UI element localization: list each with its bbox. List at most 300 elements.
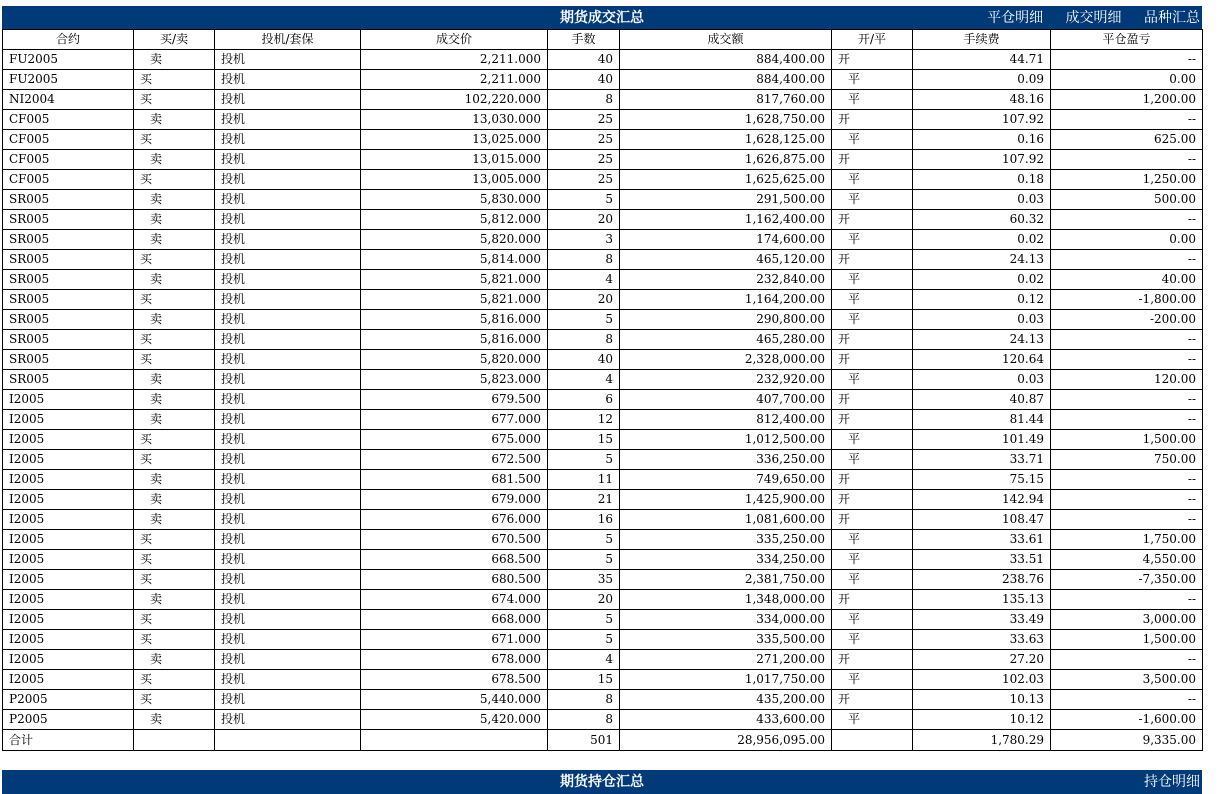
cell-open-close: 平 [832,170,913,190]
cell-spec-hedge: 投机 [215,250,361,270]
cell-open-close: 开 [832,650,913,670]
position-summary-bar [2,770,1202,794]
table-row [3,110,1203,130]
table-row [3,650,1203,670]
cell-contract: SR005 [3,350,134,370]
cell-fee: 0.18 [913,170,1051,190]
cell-spec-hedge: 投机 [215,670,361,690]
cell-contract: SR005 [3,270,134,290]
cell-lots: 5 [548,610,620,630]
table-row [3,50,1203,70]
cell-fee: 0.09 [913,70,1051,90]
cell-fee: 0.02 [913,230,1051,250]
cell-lots: 15 [548,670,620,690]
cell-side: 卖 [134,230,215,250]
cell-contract: I2005 [3,430,134,450]
header-spec-hedge: 投机/套保 [215,30,361,50]
total-cell-fee: 1,780.29 [913,730,1051,751]
cell-fee: 108.47 [913,510,1051,530]
cell-price: 5,830.000 [361,190,548,210]
cell-spec-hedge: 投机 [215,510,361,530]
cell-side: 卖 [134,370,215,390]
cell-close-pnl: -- [1051,490,1203,510]
cell-fee: 60.32 [913,210,1051,230]
cell-amount: 1,425,900.00 [620,490,832,510]
cell-side: 卖 [134,210,215,230]
cell-contract: CF005 [3,150,134,170]
total-cell-side [134,730,215,751]
table-row [3,390,1203,410]
cell-spec-hedge: 投机 [215,70,361,90]
cell-close-pnl: 1,500.00 [1051,630,1203,650]
cell-close-pnl: 750.00 [1051,450,1203,470]
total-row [3,730,1203,751]
cell-contract: SR005 [3,370,134,390]
cell-lots: 8 [548,330,620,350]
cell-amount: 1,628,750.00 [620,110,832,130]
cell-spec-hedge: 投机 [215,430,361,450]
cell-contract: CF005 [3,130,134,150]
cell-contract: SR005 [3,330,134,350]
cell-spec-hedge: 投机 [215,490,361,510]
cell-lots: 4 [548,650,620,670]
cell-amount: 290,800.00 [620,310,832,330]
cell-side: 卖 [134,50,215,70]
cell-contract: SR005 [3,190,134,210]
cell-fee: 48.16 [913,90,1051,110]
cell-open-close: 开 [832,390,913,410]
cell-close-pnl: -- [1051,470,1203,490]
cell-spec-hedge: 投机 [215,690,361,710]
cell-side: 卖 [134,650,215,670]
cell-fee: 24.13 [913,330,1051,350]
cell-price: 670.500 [361,530,548,550]
cell-spec-hedge: 投机 [215,270,361,290]
cell-amount: 407,700.00 [620,390,832,410]
cell-spec-hedge: 投机 [215,530,361,550]
cell-close-pnl: -- [1051,250,1203,270]
cell-open-close: 平 [832,570,913,590]
cell-side: 买 [134,130,215,150]
table-row [3,350,1203,370]
cell-close-pnl: 3,500.00 [1051,670,1203,690]
table-row [3,570,1203,590]
cell-amount: 1,162,400.00 [620,210,832,230]
cell-open-close: 平 [832,630,913,650]
cell-close-pnl: 1,250.00 [1051,170,1203,190]
cell-contract: I2005 [3,490,134,510]
cell-close-pnl: -- [1051,650,1203,670]
cell-open-close: 平 [832,290,913,310]
table-row [3,190,1203,210]
cell-lots: 16 [548,510,620,530]
table-row [3,270,1203,290]
table-row [3,710,1203,730]
cell-spec-hedge: 投机 [215,390,361,410]
cell-open-close: 平 [832,130,913,150]
cell-spec-hedge: 投机 [215,350,361,370]
close-detail-link[interactable]: 平仓明细 [987,10,1044,26]
cell-close-pnl: -- [1051,390,1203,410]
cell-price: 671.000 [361,630,548,650]
cell-fee: 75.15 [913,470,1051,490]
cell-amount: 1,626,875.00 [620,150,832,170]
total-cell-open-close [832,730,913,751]
total-cell-close-pnl: 9,335.00 [1051,730,1203,751]
cell-open-close: 开 [832,350,913,370]
cell-close-pnl: 120.00 [1051,370,1203,390]
cell-lots: 5 [548,530,620,550]
cell-price: 5,812.000 [361,210,548,230]
cell-fee: 0.02 [913,270,1051,290]
cell-contract: P2005 [3,690,134,710]
cell-amount: 232,920.00 [620,370,832,390]
cell-lots: 8 [548,250,620,270]
cell-amount: 1,017,750.00 [620,670,832,690]
table-row [3,610,1203,630]
cell-price: 678.000 [361,650,548,670]
table-row [3,550,1203,570]
cell-close-pnl: -1,800.00 [1051,290,1203,310]
cell-fee: 33.63 [913,630,1051,650]
header-contract: 合约 [3,30,134,50]
position-summary-links [1126,770,1200,794]
cell-side: 卖 [134,590,215,610]
cell-price: 677.000 [361,410,548,430]
table-row [3,530,1203,550]
table-row [3,510,1203,530]
header-close-pnl: 平仓盈亏 [1051,30,1203,50]
cell-fee: 0.12 [913,290,1051,310]
cell-spec-hedge: 投机 [215,290,361,310]
cell-lots: 20 [548,210,620,230]
cell-close-pnl: 4,550.00 [1051,550,1203,570]
cell-open-close: 开 [832,50,913,70]
product-summary-link[interactable]: 品种汇总 [1144,10,1200,26]
cell-amount: 334,250.00 [620,550,832,570]
cell-open-close: 开 [832,210,913,230]
table-row [3,430,1203,450]
cell-close-pnl: -- [1051,690,1203,710]
cell-side: 买 [134,550,215,570]
cell-side: 买 [134,430,215,450]
cell-contract: I2005 [3,670,134,690]
cell-spec-hedge: 投机 [215,330,361,350]
cell-amount: 174,600.00 [620,230,832,250]
cell-fee: 33.71 [913,450,1051,470]
cell-amount: 465,120.00 [620,250,832,270]
cell-fee: 40.87 [913,390,1051,410]
cell-fee: 107.92 [913,150,1051,170]
cell-price: 5,440.000 [361,690,548,710]
cell-side: 买 [134,70,215,90]
cell-side: 卖 [134,310,215,330]
cell-contract: I2005 [3,470,134,490]
cell-lots: 40 [548,350,620,370]
cell-price: 678.500 [361,670,548,690]
cell-fee: 10.13 [913,690,1051,710]
cell-side: 买 [134,330,215,350]
cell-close-pnl: 40.00 [1051,270,1203,290]
table-row [3,230,1203,250]
cell-side: 卖 [134,190,215,210]
cell-open-close: 平 [832,90,913,110]
cell-price: 13,005.000 [361,170,548,190]
cell-contract: NI2004 [3,90,134,110]
cell-side: 卖 [134,410,215,430]
cell-amount: 435,200.00 [620,690,832,710]
cell-contract: SR005 [3,230,134,250]
table-row [3,410,1203,430]
cell-fee: 135.13 [913,590,1051,610]
table-row [3,370,1203,390]
cell-close-pnl: -1,600.00 [1051,710,1203,730]
cell-amount: 1,348,000.00 [620,590,832,610]
cell-open-close: 平 [832,370,913,390]
cell-amount: 465,280.00 [620,330,832,350]
table-row [3,490,1203,510]
cell-fee: 27.20 [913,650,1051,670]
cell-amount: 749,650.00 [620,470,832,490]
cell-lots: 40 [548,50,620,70]
cell-lots: 5 [548,190,620,210]
cell-amount: 271,200.00 [620,650,832,670]
cell-contract: SR005 [3,290,134,310]
cell-open-close: 开 [832,490,913,510]
cell-amount: 884,400.00 [620,50,832,70]
cell-lots: 11 [548,470,620,490]
cell-price: 2,211.000 [361,50,548,70]
cell-contract: CF005 [3,110,134,130]
cell-amount: 1,628,125.00 [620,130,832,150]
table-header-row [3,30,1203,50]
cell-contract: I2005 [3,390,134,410]
cell-lots: 20 [548,290,620,310]
cell-open-close: 平 [832,270,913,290]
cell-price: 13,030.000 [361,110,548,130]
cell-side: 买 [134,450,215,470]
total-cell-amount: 28,956,095.00 [620,730,832,751]
table-row [3,630,1203,650]
cell-spec-hedge: 投机 [215,570,361,590]
header-lots: 手数 [548,30,620,50]
cell-amount: 336,250.00 [620,450,832,470]
table-row [3,210,1203,230]
cell-contract: SR005 [3,210,134,230]
cell-price: 2,211.000 [361,70,548,90]
cell-spec-hedge: 投机 [215,590,361,610]
cell-contract: I2005 [3,570,134,590]
cell-lots: 4 [548,370,620,390]
total-cell-lots: 501 [548,730,620,751]
cell-fee: 33.49 [913,610,1051,630]
cell-price: 668.500 [361,550,548,570]
trade-summary-table [2,29,1203,751]
cell-side: 买 [134,670,215,690]
cell-amount: 1,012,500.00 [620,430,832,450]
cell-price: 13,015.000 [361,150,548,170]
cell-spec-hedge: 投机 [215,90,361,110]
table-row [3,470,1203,490]
cell-open-close: 平 [832,450,913,470]
cell-spec-hedge: 投机 [215,210,361,230]
cell-price: 679.000 [361,490,548,510]
cell-spec-hedge: 投机 [215,410,361,430]
cell-spec-hedge: 投机 [215,610,361,630]
header-price: 成交价 [361,30,548,50]
cell-close-pnl: 625.00 [1051,130,1203,150]
cell-open-close: 开 [832,250,913,270]
trade-summary-bar [2,6,1202,30]
cell-lots: 6 [548,390,620,410]
cell-fee: 24.13 [913,250,1051,270]
cell-amount: 884,400.00 [620,70,832,90]
cell-open-close: 开 [832,590,913,610]
cell-contract: I2005 [3,450,134,470]
header-open-close: 开/平 [832,30,913,50]
cell-open-close: 开 [832,150,913,170]
cell-spec-hedge: 投机 [215,710,361,730]
cell-fee: 81.44 [913,410,1051,430]
trade-summary-links [969,6,1200,30]
cell-amount: 2,328,000.00 [620,350,832,370]
cell-side: 买 [134,90,215,110]
cell-spec-hedge: 投机 [215,130,361,150]
cell-spec-hedge: 投机 [215,450,361,470]
cell-side: 买 [134,570,215,590]
cell-contract: I2005 [3,630,134,650]
cell-contract: SR005 [3,250,134,270]
cell-open-close: 平 [832,70,913,90]
cell-price: 5,814.000 [361,250,548,270]
cell-close-pnl: -- [1051,150,1203,170]
cell-contract: I2005 [3,590,134,610]
cell-fee: 33.61 [913,530,1051,550]
total-cell-contract: 合计 [3,730,134,751]
cell-open-close: 平 [832,230,913,250]
cell-open-close: 平 [832,190,913,210]
cell-side: 买 [134,170,215,190]
cell-spec-hedge: 投机 [215,370,361,390]
cell-spec-hedge: 投机 [215,110,361,130]
cell-lots: 8 [548,90,620,110]
trade-summary-title: 期货成交汇总 [560,10,644,26]
position-detail-link[interactable]: 持仓明细 [1144,774,1200,790]
cell-open-close: 平 [832,550,913,570]
cell-open-close: 平 [832,310,913,330]
cell-open-close: 开 [832,470,913,490]
cell-price: 679.500 [361,390,548,410]
cell-fee: 0.03 [913,310,1051,330]
cell-amount: 291,500.00 [620,190,832,210]
cell-fee: 33.51 [913,550,1051,570]
cell-close-pnl: 500.00 [1051,190,1203,210]
cell-fee: 107.92 [913,110,1051,130]
table-row [3,250,1203,270]
cell-contract: I2005 [3,650,134,670]
cell-fee: 44.71 [913,50,1051,70]
table-row [3,290,1203,310]
cell-close-pnl: -- [1051,350,1203,370]
cell-lots: 3 [548,230,620,250]
header-side: 买/卖 [134,30,215,50]
cell-lots: 20 [548,590,620,610]
cell-contract: CF005 [3,170,134,190]
cell-close-pnl: -- [1051,590,1203,610]
cell-open-close: 开 [832,330,913,350]
cell-open-close: 平 [832,710,913,730]
cell-amount: 335,500.00 [620,630,832,650]
cell-side: 买 [134,610,215,630]
cell-price: 5,821.000 [361,290,548,310]
cell-contract: SR005 [3,310,134,330]
cell-amount: 1,625,625.00 [620,170,832,190]
cell-spec-hedge: 投机 [215,630,361,650]
cell-spec-hedge: 投机 [215,650,361,670]
cell-amount: 1,081,600.00 [620,510,832,530]
cell-price: 674.000 [361,590,548,610]
cell-side: 买 [134,630,215,650]
cell-amount: 335,250.00 [620,530,832,550]
cell-lots: 5 [548,550,620,570]
cell-open-close: 开 [832,690,913,710]
table-row [3,670,1203,690]
position-summary-title: 期货持仓汇总 [560,774,644,790]
cell-price: 681.500 [361,470,548,490]
cell-amount: 2,381,750.00 [620,570,832,590]
cell-open-close: 开 [832,410,913,430]
table-row [3,70,1203,90]
cell-side: 卖 [134,390,215,410]
cell-close-pnl: -- [1051,510,1203,530]
total-cell-spec-hedge [215,730,361,751]
cell-amount: 433,600.00 [620,710,832,730]
cell-price: 102,220.000 [361,90,548,110]
cell-spec-hedge: 投机 [215,470,361,490]
cell-lots: 25 [548,170,620,190]
cell-price: 676.000 [361,510,548,530]
cell-contract: I2005 [3,610,134,630]
cell-lots: 21 [548,490,620,510]
cell-open-close: 平 [832,610,913,630]
cell-fee: 0.03 [913,190,1051,210]
cell-spec-hedge: 投机 [215,550,361,570]
table-row [3,330,1203,350]
cell-close-pnl: -- [1051,210,1203,230]
cell-side: 卖 [134,710,215,730]
table-row [3,690,1203,710]
cell-open-close: 开 [832,110,913,130]
table-row [3,90,1203,110]
cell-spec-hedge: 投机 [215,170,361,190]
trade-detail-link[interactable]: 成交明细 [1065,10,1122,26]
cell-price: 5,820.000 [361,350,548,370]
cell-amount: 232,840.00 [620,270,832,290]
cell-price: 680.500 [361,570,548,590]
cell-fee: 142.94 [913,490,1051,510]
cell-open-close: 开 [832,510,913,530]
cell-lots: 25 [548,110,620,130]
cell-close-pnl: 0.00 [1051,70,1203,90]
cell-side: 卖 [134,510,215,530]
cell-fee: 0.16 [913,130,1051,150]
cell-close-pnl: 0.00 [1051,230,1203,250]
cell-price: 5,820.000 [361,230,548,250]
table-row [3,150,1203,170]
cell-close-pnl: -7,350.00 [1051,570,1203,590]
cell-close-pnl: 1,500.00 [1051,430,1203,450]
cell-fee: 0.03 [913,370,1051,390]
